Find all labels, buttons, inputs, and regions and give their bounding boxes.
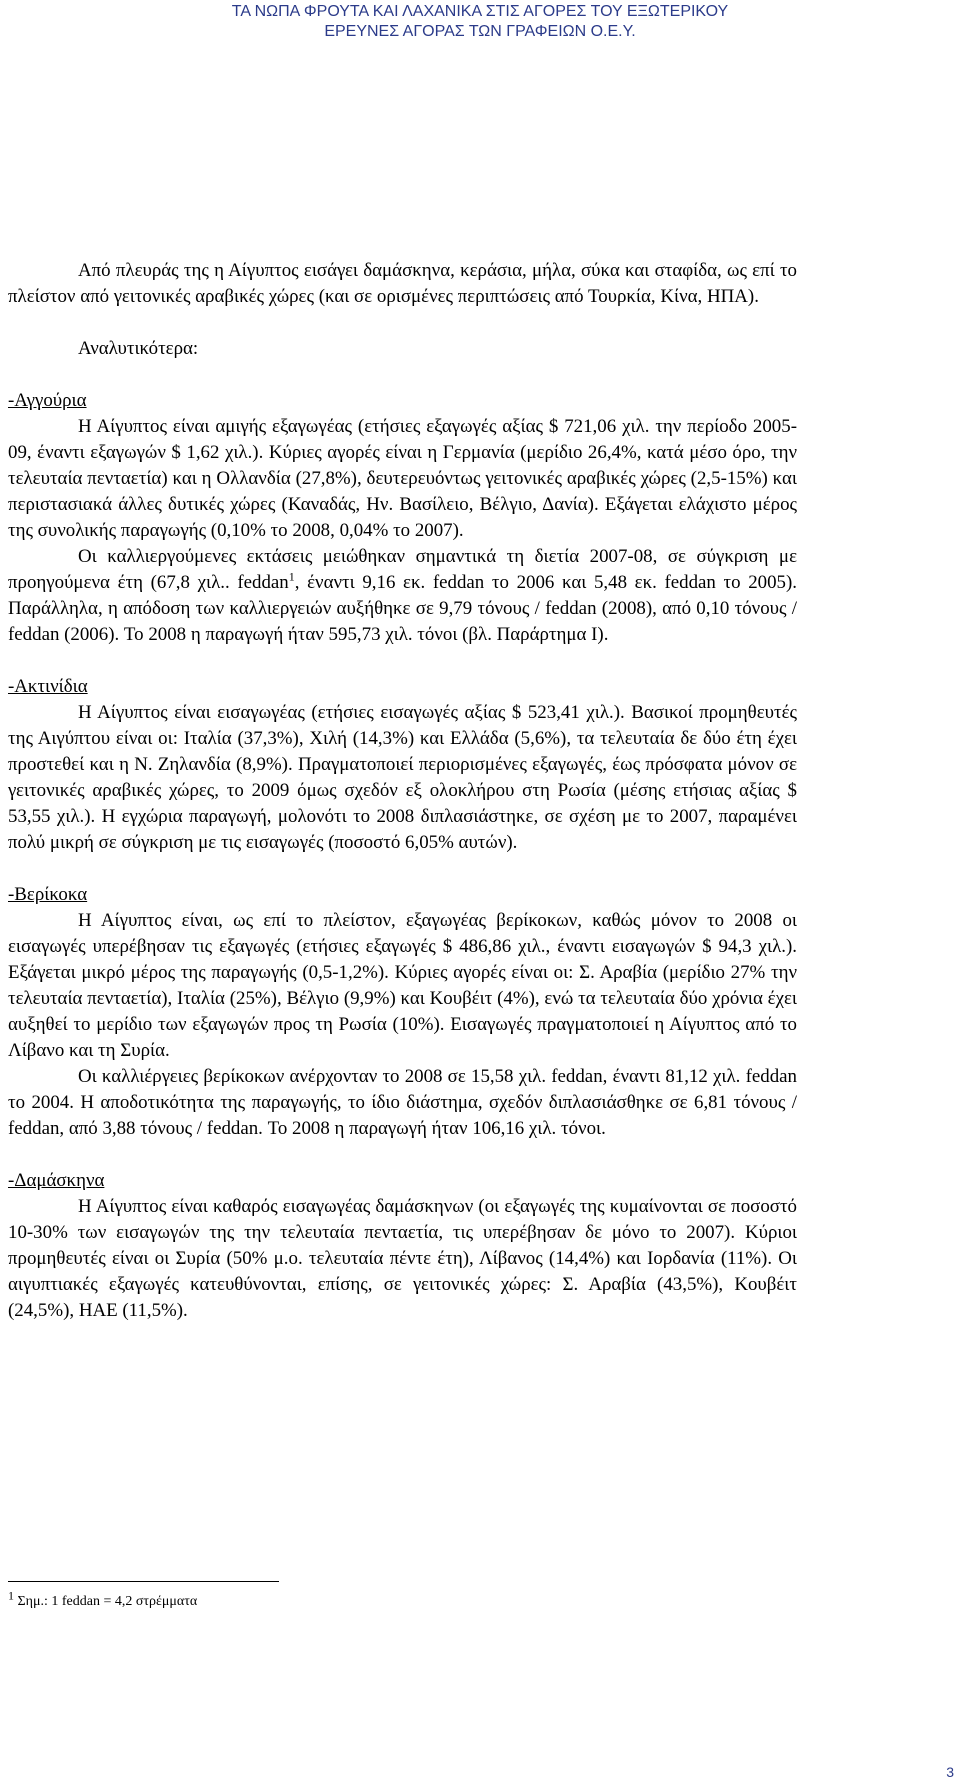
document-body xyxy=(8,258,797,1324)
page-number: 3 xyxy=(946,1764,954,1780)
section-heading-apricots: -Βερίκοκα xyxy=(8,884,88,905)
apricots-paragraph-1: Η Αίγυπτος είναι, ως επί το πλείστον, εξαγωγέας βερίκοκων, καθώς μόνον το 2008 οι εισαγωγές υπερέβησαν τις εξαγωγές (ετήσιες εξαγωγές $ 486,86 χιλ., έναντι εισαγωγών $ 94,3 χιλ.). Εξάγεται μικρό μέρος της παραγωγής (0,5-1,2%). Κύριες αγορές είναι οι: Σ. Αραβία (μερίδιο 27% την τελευταία πενταετία), Ιταλία (25%), Βέλγιο (9,9%) και Κουβέιτ (4%), ενώ τα τελευταία δύο χρόνια έχει αυξηθεί το μερίδιο των εξαγωγών προς τη Ρωσία (10%). Εισαγωγές πραγματοποιεί η Αίγυπτος από το Λίβανο και τη Συρία. xyxy=(8,910,797,1061)
header-title-line1: ΤΑ ΝΩΠΑ ΦΡΟΥΤΑ ΚΑΙ ΛΑΧΑΝΙΚΑ ΣΤΙΣ ΑΓΟΡΕΣ ΤΟΥ ΕΞΩΤΕΡΙΚΟΥ xyxy=(231,3,729,20)
section-heading-plums: -Δαμάσκηνα xyxy=(8,1170,105,1191)
footnote-reference: 1 xyxy=(288,569,295,584)
cucumbers-paragraph-1: Η Αίγυπτος είναι αμιγής εξαγωγέας (ετήσιες εξαγωγές αξίας $ 721,06 χιλ. την περίοδο 2005-09, έναντι εξαγωγών $ 1,62 χιλ.). Κύριες αγορές είναι η Γερμανία (μερίδιο 26,4%, κατά μέσο όρο, την τελευταία πενταετία) και η Ολλανδία (27,8%), δευτερευόντως γειτονικές αραβικές χώρες (2,5-15%) και περιστασιακά άλλες δυτικές χώρες (Καναδάς, Ην. Βασίλειο, Βέλγιο, Δανία). Εξάγεται ελάχιστο μέρος της συνολικής παραγωγής (0,10% το 2008, 0,04% το 2007). xyxy=(8,416,797,541)
footnote-marker: 1 xyxy=(8,1588,14,1603)
section-heading-cucumbers: -Αγγούρια xyxy=(8,390,87,411)
cucumbers-text-part1: Οι καλλιεργούμενες εκτάσεις μειώθηκαν σημαντικά τη διετία 2007-08, σε σύγκριση με προηγούμενα έτη (67,8 χιλ.. feddan xyxy=(8,546,797,593)
apricots-paragraph-2: Οι καλλιέργειες βερίκοκων ανέρχονταν το 2008 σε 15,58 χιλ. feddan, έναντι 81,12 χιλ. feddan το 2004. Η αποδοτικότητα της παραγωγής, το ίδιο διάστημα, σχεδόν διπλασιάσθηκε σε 6,81 τόνους / feddan, από 3,88 τόνους / feddan. Το 2008 η παραγωγή ήταν 106,16 χιλ. τόνοι. xyxy=(8,1066,797,1139)
page-header xyxy=(0,2,960,42)
header-title-line2: ΕΡΕΥΝΕΣ ΑΓΟΡΑΣ ΤΩΝ ΓΡΑΦΕΙΩΝ Ο.Ε.Υ. xyxy=(324,23,636,40)
footnote xyxy=(8,1588,198,1613)
intro-paragraph: Από πλευράς της η Αίγυπτος εισάγει δαμάσκηνα, κεράσια, μήλα, σύκα και σταφίδα, ως επί το πλείστον από γειτονικές αραβικές χώρες (και σε ορισμένες περιπτώσεις από Τουρκία, Κίνα, ΗΠΑ). xyxy=(8,260,797,307)
footnote-text: Σημ.: 1 feddan = 4,2 στρέμματα xyxy=(17,1594,198,1609)
cucumbers-paragraph-2 xyxy=(8,544,797,648)
analysis-label: Αναλυτικότερα: xyxy=(78,338,199,359)
kiwi-paragraph: Η Αίγυπτος είναι εισαγωγέας (ετήσιες εισαγωγές αξίας $ 523,41 χιλ.). Βασικοί προμηθευτές της Αιγύπτου είναι οι: Ιταλία (37,3%), Χιλή (14,3%) και Ελλάδα (5,6%), τα τελευταία δε δύο έτη έχει προστεθεί και η Ν. Ζηλανδία (8,9%). Πραγματοποιεί περιορισμένες εξαγωγές, έως πρόσφατα μόνον σε γειτονικές αραβικές χώρες, το 2009 όμως σχεδόν εξ ολοκλήρου στη Ρωσία (μέσης ετήσιας αξίας $ 53,55 χιλ.). Η εγχώρια παραγωγή, μολονότι το 2008 διπλασιάστηκε, σε σχέση με το 2007, παραμένει πολύ μικρή σε σύγκριση με τις εισαγωγές (ποσοστό 6,05% αυτών). xyxy=(8,702,797,853)
plums-paragraph: Η Αίγυπτος είναι καθαρός εισαγωγέας δαμάσκηνων (οι εξαγωγές της κυμαίνονται σε ποσοστό 10-30% των εισαγωγών της την τελευταία πενταετία, τις υπερέβησαν δε μόνο το 2007). Κύριοι προμηθευτές είναι οι Συρία (50% μ.ο. τελευταία πέντε έτη), Λίβανος (14,4%) και Ιορδανία (11%). Οι αιγυπτιακές εξαγωγές κατευθύνονται, επίσης, σε γειτονικές χώρες: Σ. Αραβία (43,5%), Κουβέιτ (24,5%), ΗΑΕ (11,5%). xyxy=(8,1196,797,1321)
cucumbers-text-part2: , έναντι 9,16 εκ. feddan το 2006 και 5,48 εκ. feddan το 2005). Παράλληλα, η απόδοση των καλλιεργειών αυξήθηκε σε 9,79 τόνους / feddan (2008), από 0,10 τόνους / feddan (2006). Το 2008 η παραγωγή ήταν 595,73 χιλ. τόνοι (βλ. Παράρτημα Ι). xyxy=(8,572,797,645)
footnote-divider xyxy=(8,1581,279,1582)
section-heading-kiwi: -Ακτινίδια xyxy=(8,676,88,697)
